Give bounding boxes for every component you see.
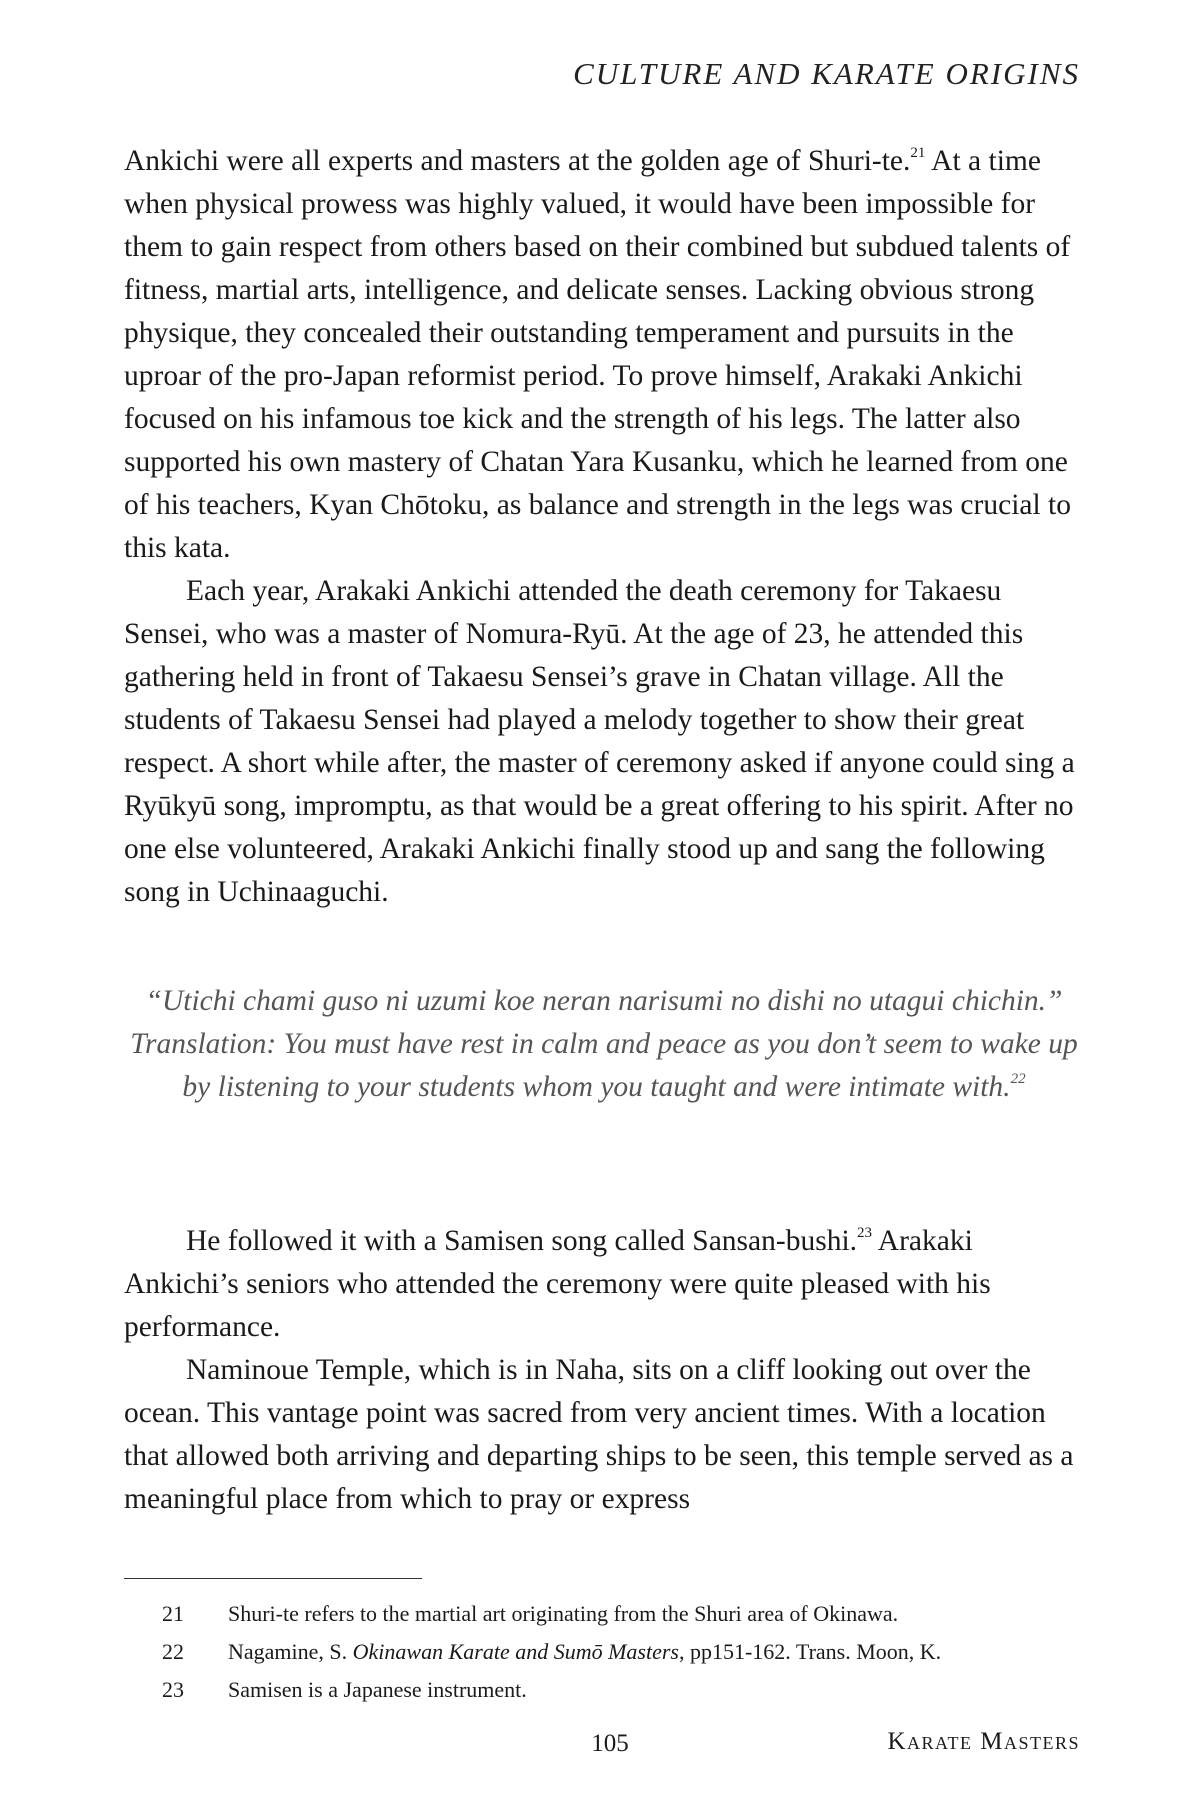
footnote-author: Nagamine, S. — [228, 1639, 353, 1664]
footnote-ref-23[interactable]: 23 — [857, 1225, 873, 1242]
footnote-text: Samisen is a Japanese instrument. — [228, 1677, 527, 1702]
running-head: CULTURE AND KARATE ORIGINS — [573, 56, 1080, 91]
footnote-pages: , pp151-162. Trans. Moon, K. — [678, 1639, 942, 1664]
footnote-ref-22[interactable]: 22 — [1010, 1071, 1026, 1088]
paragraph-3 — [124, 1220, 1084, 1349]
running-foot: Karate Masters — [887, 1728, 1080, 1755]
song-quote — [124, 980, 1084, 1109]
footnote-book-title: Okinawan Karate and Sumō Masters — [352, 1639, 679, 1664]
paragraph-1-text-cont: At a time when physical prowess was highly valued, it would have been impossible for them to gain respect from others based on their combined but subdued talents of fitness, martial arts, intelligence, and delicate senses. Lacking obvious strong physique, they concealed their outstanding temperament and pursuits in the uproar of the pro-Japan reformist period. To prove himself, Arakaki Ankichi focused on his infamous toe kick and the strength of his legs. The latter also supported his own mastery of Chatan Yara Kusanku, which he learned from one of his teachers, Kyan Chōtoku, as balance and strength in the legs was crucial to this kata. — [124, 145, 1071, 564]
footnote-number: 22 — [162, 1639, 184, 1664]
main-text-continued — [124, 1220, 1084, 1521]
paragraph-4: Naminoue Temple, which is in Naha, sits on a cliff looking out over the ocean. This vantage point was sacred from very ancient times. With a location that allowed both arriving and departing ships to be seen, this temple served as a meaningful place from which to pray or express — [124, 1354, 1074, 1515]
footnote-divider — [124, 1578, 422, 1579]
quote-translation — [124, 1023, 1084, 1109]
footnotes — [124, 1596, 1104, 1710]
footnote-23 — [124, 1672, 1104, 1708]
footnote-text: Shuri-te refers to the martial art originating from the Shuri area of Okinawa. — [228, 1601, 899, 1626]
footnote-22 — [124, 1634, 1104, 1670]
quote-lyric: “Utichi chami guso ni uzumi koe neran narisumi no dishi no utagui chichin.” — [145, 985, 1063, 1017]
footnote-21 — [124, 1596, 1104, 1632]
main-text — [124, 140, 1084, 914]
paragraph-1-text: Ankichi were all experts and masters at the golden age of Shuri-te. — [124, 145, 911, 177]
footnote-number: 21 — [162, 1601, 184, 1626]
footnote-ref-21[interactable]: 21 — [910, 145, 926, 162]
quote-translation-text: Translation: You must have rest in calm and peace as you don’t seem to wake up by listening to your students whom you taught and were intimate with. — [130, 1028, 1078, 1103]
footnote-number: 23 — [162, 1677, 184, 1702]
page-number: 105 — [591, 1730, 629, 1757]
paragraph-3-text-cont: Arakaki Ankichi’s seniors who attended the ceremony were quite pleased with his performance. — [124, 1225, 991, 1343]
paragraph-1 — [124, 140, 1084, 570]
paragraph-2: Each year, Arakaki Ankichi attended the death ceremony for Takaesu Sensei, who was a master of Nomura-Ryū. At the age of 23, he attended this gathering held in front of Takaesu Sensei’s grave in Chatan village. All the students of Takaesu Sensei had played a melody together to show their great respect. A short while after, the master of ceremony asked if anyone could sing a Ryūkyū song, impromptu, as that would be a great offering to his spirit. After no one else volunteered, Arakaki Ankichi finally stood up and sang the following song in Uchinaaguchi. — [124, 575, 1075, 908]
paragraph-3-text: He followed it with a Samisen song called Sansan-bushi. — [186, 1225, 858, 1257]
footnote-text — [228, 1634, 1104, 1670]
